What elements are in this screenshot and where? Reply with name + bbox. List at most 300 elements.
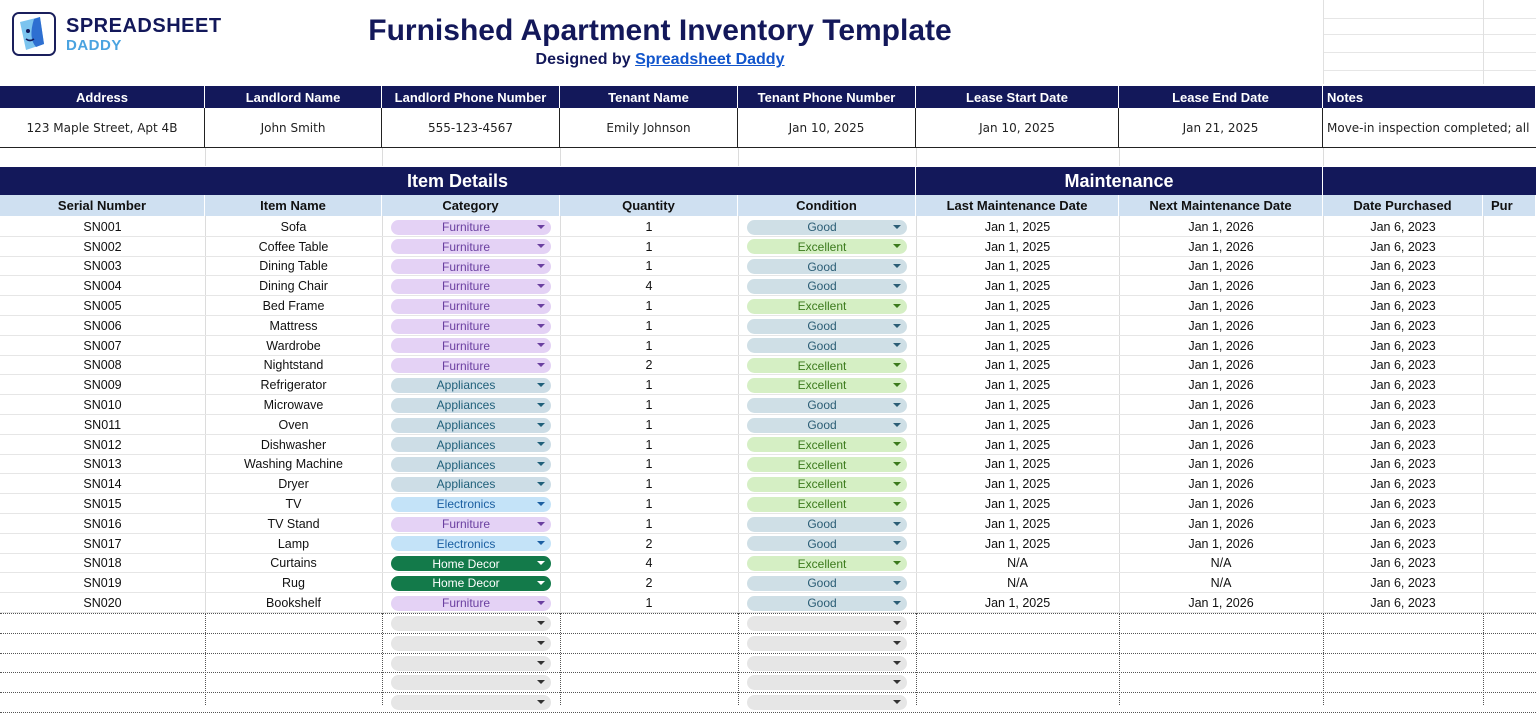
condition-dropdown[interactable] <box>747 556 907 571</box>
table-cell-serial[interactable]: SN002 <box>83 239 122 254</box>
grid-line <box>1323 70 1536 71</box>
condition-dropdown[interactable] <box>747 536 907 551</box>
empty-col-border <box>1119 613 1120 705</box>
dropdown-arrow-icon <box>537 661 545 665</box>
table-cell-name[interactable]: TV Stand <box>267 516 320 531</box>
table-cell-qty[interactable]: 1 <box>645 516 653 531</box>
category-dropdown-label: Furniture <box>441 299 491 314</box>
condition-dropdown-empty[interactable] <box>747 616 907 631</box>
condition-dropdown[interactable] <box>747 497 907 512</box>
condition-dropdown[interactable] <box>747 358 907 373</box>
column-header-0: Serial Number <box>0 195 205 216</box>
condition-dropdown-label: Good <box>807 279 837 294</box>
category-dropdown[interactable] <box>391 358 551 373</box>
table-cell-last[interactable]: Jan 1, 2025 <box>984 239 1051 254</box>
empty-row-border <box>0 692 1536 693</box>
category-dropdown[interactable] <box>391 437 551 452</box>
category-dropdown[interactable] <box>391 596 551 611</box>
condition-dropdown[interactable] <box>747 457 907 472</box>
dropdown-arrow-icon <box>893 442 901 446</box>
info-value-7[interactable]: Move-in inspection completed; all <box>1323 108 1536 148</box>
table-cell-next[interactable]: Jan 1, 2026 <box>1188 437 1254 452</box>
table-cell-last[interactable]: Jan 1, 2025 <box>984 536 1051 551</box>
category-dropdown[interactable] <box>391 239 551 254</box>
table-cell-last[interactable]: Jan 1, 2025 <box>984 516 1051 531</box>
table-cell-name[interactable]: Lamp <box>277 536 310 551</box>
table-cell-name[interactable]: Wardrobe <box>266 338 321 353</box>
category-dropdown[interactable] <box>391 497 551 512</box>
table-cell-purchased[interactable]: Jan 6, 2023 <box>1370 576 1436 591</box>
info-value-1[interactable]: John Smith <box>205 108 382 148</box>
table-cell-serial[interactable]: SN018 <box>83 556 122 571</box>
table-cell-next[interactable]: Jan 1, 2026 <box>1188 378 1254 393</box>
empty-col-border <box>205 613 206 705</box>
table-cell-purchased[interactable]: Jan 6, 2023 <box>1370 259 1436 274</box>
table-cell-last[interactable]: Jan 1, 2025 <box>984 596 1051 611</box>
table-cell-serial[interactable]: SN015 <box>83 497 122 512</box>
dropdown-arrow-icon <box>537 442 545 446</box>
table-cell-last[interactable]: Jan 1, 2025 <box>984 497 1051 512</box>
table-cell-serial[interactable]: SN004 <box>83 279 122 294</box>
condition-dropdown-empty[interactable] <box>747 675 907 690</box>
table-cell-serial[interactable]: SN007 <box>83 338 122 353</box>
table-cell-next[interactable]: Jan 1, 2026 <box>1188 497 1254 512</box>
table-cell-serial[interactable]: SN013 <box>83 457 122 472</box>
category-dropdown-label: Furniture <box>441 517 491 531</box>
condition-dropdown[interactable] <box>747 418 907 433</box>
category-dropdown[interactable] <box>391 418 551 433</box>
table-cell-qty[interactable]: 2 <box>645 576 653 591</box>
dropdown-arrow-icon <box>893 482 901 486</box>
table-cell-purchased[interactable]: Jan 6, 2023 <box>1370 299 1436 314</box>
dropdown-arrow-icon <box>537 482 545 486</box>
grid-line <box>560 148 561 166</box>
table-cell-next[interactable]: Jan 1, 2026 <box>1188 398 1254 413</box>
category-dropdown-label: Furniture <box>441 279 491 294</box>
condition-dropdown-label: Excellent <box>797 556 847 571</box>
table-cell-next[interactable]: Jan 1, 2026 <box>1188 457 1254 472</box>
table-cell-purchased[interactable]: Jan 6, 2023 <box>1370 318 1436 333</box>
condition-dropdown-label: Good <box>807 259 837 274</box>
table-cell-qty[interactable]: 1 <box>645 219 653 234</box>
category-dropdown-empty[interactable] <box>391 656 551 671</box>
dropdown-arrow-icon <box>537 502 545 506</box>
condition-dropdown[interactable] <box>747 576 907 591</box>
table-cell-purchased[interactable]: Jan 6, 2023 <box>1370 596 1436 611</box>
empty-col-border <box>1323 613 1324 705</box>
dropdown-arrow-icon <box>537 244 545 248</box>
table-cell-qty[interactable]: 4 <box>645 556 653 571</box>
table-cell-next[interactable]: Jan 1, 2026 <box>1188 239 1254 254</box>
info-header-7: Notes <box>1323 86 1536 108</box>
category-dropdown[interactable] <box>391 517 551 532</box>
table-cell-purchased[interactable]: Jan 6, 2023 <box>1370 239 1436 254</box>
table-cell-qty[interactable]: 1 <box>645 338 653 353</box>
grid-line <box>1323 52 1536 53</box>
category-dropdown[interactable] <box>391 536 551 551</box>
category-dropdown-label: Furniture <box>441 259 491 274</box>
table-cell-last[interactable]: Jan 1, 2025 <box>984 358 1051 373</box>
condition-dropdown[interactable] <box>747 279 907 294</box>
table-cell-purchased[interactable]: Jan 6, 2023 <box>1370 279 1436 294</box>
table-cell-name[interactable]: Curtains <box>270 556 317 571</box>
dropdown-arrow-icon <box>537 284 545 288</box>
category-dropdown[interactable] <box>391 338 551 353</box>
table-cell-purchased[interactable]: Jan 6, 2023 <box>1370 556 1436 571</box>
category-dropdown-label: Appliances <box>436 457 496 472</box>
table-cell-qty[interactable]: 2 <box>645 536 653 551</box>
condition-dropdown[interactable] <box>747 398 907 413</box>
dropdown-arrow-icon <box>893 581 901 585</box>
info-value-5[interactable]: Jan 10, 2025 <box>916 108 1119 148</box>
info-value-0[interactable]: 123 Maple Street, Apt 4B <box>0 108 205 148</box>
category-dropdown-empty[interactable] <box>391 616 551 631</box>
dropdown-arrow-icon <box>893 502 901 506</box>
table-cell-purchased[interactable]: Jan 6, 2023 <box>1370 497 1436 512</box>
table-cell-purchased[interactable]: Jan 6, 2023 <box>1370 398 1436 413</box>
subtitle-prefix: Designed by <box>535 51 636 68</box>
info-value-3[interactable]: Emily Johnson <box>560 108 738 148</box>
dropdown-arrow-icon <box>537 541 545 545</box>
info-header-4: Tenant Phone Number <box>738 86 916 108</box>
category-dropdown-empty[interactable] <box>391 675 551 690</box>
dropdown-arrow-icon <box>893 601 901 605</box>
table-cell-name[interactable]: Dining Table <box>259 259 328 274</box>
table-cell-purchased[interactable]: Jan 6, 2023 <box>1370 219 1436 234</box>
dropdown-arrow-icon <box>893 541 901 545</box>
dropdown-arrow-icon <box>537 264 545 268</box>
condition-dropdown-empty[interactable] <box>747 695 907 710</box>
category-dropdown-empty[interactable] <box>391 636 551 651</box>
table-cell-purchased[interactable]: Jan 6, 2023 <box>1370 437 1436 452</box>
table-cell-serial[interactable]: SN010 <box>83 398 122 413</box>
dropdown-arrow-icon <box>537 462 545 466</box>
grid-line <box>1323 0 1324 84</box>
dropdown-arrow-icon <box>893 403 901 407</box>
brand-name-line1: SPREADSHEET <box>66 15 222 37</box>
table-cell-qty[interactable]: 2 <box>645 358 653 373</box>
category-dropdown[interactable] <box>391 319 551 334</box>
category-dropdown-label: Appliances <box>436 437 496 452</box>
category-dropdown[interactable] <box>391 576 551 591</box>
column-header-5: Last Maintenance Date <box>916 195 1119 216</box>
table-cell-name[interactable]: TV <box>285 497 302 512</box>
condition-dropdown-label: Good <box>807 338 837 353</box>
table-cell-serial[interactable]: SN001 <box>83 219 122 234</box>
dropdown-arrow-icon <box>537 363 545 367</box>
empty-col-border <box>560 613 561 705</box>
dropdown-arrow-icon <box>537 700 545 704</box>
table-cell-qty[interactable]: 1 <box>645 596 653 611</box>
table-cell-next[interactable]: Jan 1, 2026 <box>1188 516 1254 531</box>
table-cell-next[interactable]: Jan 1, 2026 <box>1188 299 1254 314</box>
condition-dropdown-label: Good <box>807 576 837 591</box>
table-cell-name[interactable]: Nightstand <box>263 358 324 373</box>
condition-dropdown-empty[interactable] <box>747 636 907 651</box>
table-cell-serial[interactable]: SN003 <box>83 259 122 274</box>
table-cell-last[interactable]: Jan 1, 2025 <box>984 318 1051 333</box>
table-cell-purchased[interactable]: Jan 6, 2023 <box>1370 338 1436 353</box>
column-header-6: Next Maintenance Date <box>1119 195 1323 216</box>
table-cell-name[interactable]: Sofa <box>280 219 307 234</box>
table-cell-serial[interactable]: SN019 <box>83 576 122 591</box>
condition-dropdown[interactable] <box>747 437 907 452</box>
column-header-3: Quantity <box>560 195 738 216</box>
grid-line <box>738 148 739 166</box>
page-subtitle <box>330 51 990 69</box>
condition-dropdown-label: Good <box>807 398 837 413</box>
table-cell-purchased[interactable]: Jan 6, 2023 <box>1370 477 1436 492</box>
table-cell-name[interactable]: Bed Frame <box>262 299 325 314</box>
table-cell-next[interactable]: Jan 1, 2026 <box>1188 358 1254 373</box>
table-cell-purchased[interactable]: Jan 6, 2023 <box>1370 417 1436 432</box>
table-cell-serial[interactable]: SN011 <box>83 417 122 432</box>
category-dropdown-label: Furniture <box>441 319 491 333</box>
info-value-2[interactable]: 555-123-4567 <box>382 108 560 148</box>
table-cell-last[interactable]: Jan 1, 2025 <box>984 417 1051 432</box>
table-cell-last[interactable]: N/A <box>1007 556 1028 571</box>
empty-col-border <box>1483 613 1484 705</box>
condition-dropdown-label: Excellent <box>797 477 847 492</box>
dropdown-arrow-icon <box>537 522 545 526</box>
table-cell-name[interactable]: Coffee Table <box>258 239 329 254</box>
table-cell-next[interactable]: Jan 1, 2026 <box>1188 417 1254 432</box>
column-header-4: Condition <box>738 195 916 216</box>
dropdown-arrow-icon <box>537 581 545 585</box>
table-cell-qty[interactable]: 1 <box>645 398 653 413</box>
category-dropdown-label: Electronics <box>436 497 496 512</box>
section-blank <box>1323 167 1536 195</box>
category-dropdown[interactable] <box>391 477 551 492</box>
condition-dropdown[interactable] <box>747 319 907 334</box>
grid-line <box>1323 148 1324 166</box>
category-dropdown-empty[interactable] <box>391 695 551 710</box>
table-cell-name[interactable]: Rug <box>282 576 305 591</box>
table-cell-qty[interactable]: 4 <box>645 279 653 294</box>
table-cell-qty[interactable]: 1 <box>645 497 653 512</box>
condition-dropdown[interactable] <box>747 239 907 254</box>
dropdown-arrow-icon <box>893 680 901 684</box>
table-cell-serial[interactable]: SN006 <box>83 318 122 333</box>
category-dropdown[interactable] <box>391 378 551 393</box>
condition-dropdown[interactable] <box>747 378 907 393</box>
table-cell-purchased[interactable]: Jan 6, 2023 <box>1370 378 1436 393</box>
empty-row-border <box>0 672 1536 673</box>
table-cell-serial[interactable]: SN009 <box>83 378 122 393</box>
dropdown-arrow-icon <box>537 324 545 328</box>
table-cell-next[interactable]: Jan 1, 2026 <box>1188 596 1254 611</box>
table-cell-next[interactable]: Jan 1, 2026 <box>1188 536 1254 551</box>
table-cell-next[interactable]: N/A <box>1210 556 1232 571</box>
designer-link[interactable]: Spreadsheet Daddy <box>635 51 785 68</box>
empty-row-border <box>0 613 1536 614</box>
condition-dropdown[interactable] <box>747 338 907 353</box>
empty-col-border <box>382 613 383 705</box>
condition-dropdown-label: Good <box>807 319 837 333</box>
table-cell-serial[interactable]: SN016 <box>83 516 122 531</box>
table-cell-qty[interactable]: 1 <box>645 457 653 472</box>
info-header-5: Lease Start Date <box>916 86 1119 108</box>
category-dropdown[interactable] <box>391 457 551 472</box>
table-cell-purchased[interactable]: Jan 6, 2023 <box>1370 516 1436 531</box>
info-value-6[interactable]: Jan 21, 2025 <box>1119 108 1323 148</box>
table-cell-last[interactable]: Jan 1, 2025 <box>984 457 1051 472</box>
dropdown-arrow-icon <box>893 561 901 565</box>
dropdown-arrow-icon <box>893 700 901 704</box>
table-cell-last[interactable]: Jan 1, 2025 <box>984 398 1051 413</box>
grid-line <box>1323 34 1536 35</box>
grid-line <box>382 148 383 166</box>
table-cell-last[interactable]: Jan 1, 2025 <box>984 378 1051 393</box>
table-cell-name[interactable]: Bookshelf <box>266 596 321 611</box>
table-cell-qty[interactable]: 1 <box>645 239 653 254</box>
condition-dropdown-label: Excellent <box>797 358 847 373</box>
dropdown-arrow-icon <box>893 363 901 367</box>
table-cell-next[interactable]: Jan 1, 2026 <box>1188 279 1254 294</box>
info-value-4[interactable]: Jan 10, 2025 <box>738 108 916 148</box>
category-dropdown-label: Appliances <box>436 378 496 393</box>
dropdown-arrow-icon <box>893 324 901 328</box>
table-cell-next[interactable]: Jan 1, 2026 <box>1188 338 1254 353</box>
table-cell-serial[interactable]: SN014 <box>83 477 122 492</box>
category-dropdown-label: Furniture <box>441 358 491 373</box>
table-cell-qty[interactable]: 1 <box>645 318 653 333</box>
table-cell-serial[interactable]: SN012 <box>83 437 122 452</box>
table-cell-last[interactable]: N/A <box>1007 576 1028 591</box>
page-title: Furnished Apartment Inventory Template <box>368 14 952 47</box>
table-cell-last[interactable]: Jan 1, 2025 <box>984 437 1051 452</box>
brand-name-line2: DADDY <box>66 37 122 54</box>
table-cell-qty[interactable]: 1 <box>645 417 653 432</box>
table-cell-next[interactable]: Jan 1, 2026 <box>1188 219 1254 234</box>
category-dropdown[interactable] <box>391 259 551 274</box>
table-cell-name[interactable]: Washing Machine <box>244 457 343 472</box>
info-header-0: Address <box>0 86 205 108</box>
grid-line <box>1119 148 1120 166</box>
dropdown-arrow-icon <box>893 383 901 387</box>
table-cell-last[interactable]: Jan 1, 2025 <box>984 219 1051 234</box>
table-cell-serial[interactable]: SN017 <box>83 536 122 551</box>
table-cell-name[interactable]: Dryer <box>278 477 309 492</box>
table-cell-name[interactable]: Dishwasher <box>260 437 327 452</box>
condition-dropdown[interactable] <box>747 517 907 532</box>
info-header-2: Landlord Phone Number <box>382 86 560 108</box>
dropdown-arrow-icon <box>537 304 545 308</box>
info-header-3: Tenant Name <box>560 86 738 108</box>
table-cell-qty[interactable]: 1 <box>645 477 653 492</box>
column-header-8: Pur <box>1483 195 1536 216</box>
dropdown-arrow-icon <box>537 403 545 407</box>
dropdown-arrow-icon <box>893 225 901 229</box>
table-cell-name[interactable]: Oven <box>278 417 309 432</box>
info-header-1: Landlord Name <box>205 86 382 108</box>
spreadsheet-daddy-logo <box>12 12 56 56</box>
condition-dropdown-label: Good <box>807 596 837 611</box>
table-cell-purchased[interactable]: Jan 6, 2023 <box>1370 358 1436 373</box>
category-dropdown-label: Furniture <box>441 596 491 611</box>
table-cell-next[interactable]: Jan 1, 2026 <box>1188 318 1254 333</box>
table-cell-last[interactable]: Jan 1, 2025 <box>984 477 1051 492</box>
condition-dropdown-label: Excellent <box>797 299 847 314</box>
table-cell-next[interactable]: Jan 1, 2026 <box>1188 477 1254 492</box>
condition-dropdown[interactable] <box>747 220 907 235</box>
grid-line <box>1323 18 1536 19</box>
section-maintenance: Maintenance <box>916 167 1323 195</box>
dropdown-arrow-icon <box>537 561 545 565</box>
category-dropdown-label: Electronics <box>436 536 496 551</box>
dropdown-arrow-icon <box>537 601 545 605</box>
table-cell-last[interactable]: Jan 1, 2025 <box>984 279 1051 294</box>
category-dropdown[interactable] <box>391 398 551 413</box>
dropdown-arrow-icon <box>893 621 901 625</box>
table-cell-qty[interactable]: 1 <box>645 299 653 314</box>
category-dropdown-label: Home Decor <box>432 576 500 591</box>
condition-dropdown[interactable] <box>747 259 907 274</box>
table-cell-serial[interactable]: SN020 <box>83 596 122 611</box>
category-dropdown-label: Appliances <box>436 418 496 432</box>
category-dropdown-label: Appliances <box>436 477 496 492</box>
table-cell-next[interactable]: N/A <box>1210 576 1232 591</box>
grid-line <box>1483 0 1484 84</box>
condition-dropdown-label: Excellent <box>797 437 847 452</box>
table-cell-last[interactable]: Jan 1, 2025 <box>984 259 1051 274</box>
category-dropdown[interactable] <box>391 220 551 235</box>
dropdown-arrow-icon <box>537 343 545 347</box>
dropdown-arrow-icon <box>537 225 545 229</box>
table-cell-qty[interactable]: 1 <box>645 259 653 274</box>
table-cell-name[interactable]: Dining Chair <box>259 279 328 294</box>
table-cell-last[interactable]: Jan 1, 2025 <box>984 338 1051 353</box>
category-dropdown[interactable] <box>391 556 551 571</box>
dropdown-arrow-icon <box>537 383 545 387</box>
category-dropdown-label: Furniture <box>441 239 491 254</box>
table-cell-serial[interactable]: SN008 <box>83 358 122 373</box>
dropdown-arrow-icon <box>893 304 901 308</box>
column-header-7: Date Purchased <box>1323 195 1483 216</box>
category-dropdown-label: Home Decor <box>432 556 500 571</box>
category-dropdown[interactable] <box>391 279 551 294</box>
table-cell-name[interactable]: Mattress <box>269 318 318 333</box>
table-cell-serial[interactable]: SN005 <box>83 299 122 314</box>
condition-dropdown-label: Good <box>807 517 837 531</box>
condition-dropdown[interactable] <box>747 299 907 314</box>
condition-dropdown-label: Good <box>807 536 837 551</box>
table-cell-purchased[interactable]: Jan 6, 2023 <box>1370 536 1436 551</box>
info-header-6: Lease End Date <box>1119 86 1323 108</box>
table-cell-purchased[interactable]: Jan 6, 2023 <box>1370 457 1436 472</box>
table-cell-next[interactable]: Jan 1, 2026 <box>1188 259 1254 274</box>
condition-dropdown-empty[interactable] <box>747 656 907 671</box>
dropdown-arrow-icon <box>893 462 901 466</box>
condition-dropdown[interactable] <box>747 596 907 611</box>
dropdown-arrow-icon <box>893 343 901 347</box>
condition-dropdown-label: Good <box>807 220 837 234</box>
table-cell-qty[interactable]: 1 <box>645 437 653 452</box>
category-dropdown-label: Appliances <box>436 398 496 413</box>
condition-dropdown[interactable] <box>747 477 907 492</box>
table-cell-name[interactable]: Microwave <box>263 398 324 413</box>
grid-line <box>916 148 917 166</box>
dropdown-arrow-icon <box>893 641 901 645</box>
category-dropdown[interactable] <box>391 299 551 314</box>
table-cell-name[interactable]: Refrigerator <box>260 378 327 393</box>
empty-col-border <box>738 613 739 705</box>
table-cell-last[interactable]: Jan 1, 2025 <box>984 299 1051 314</box>
table-cell-qty[interactable]: 1 <box>645 378 653 393</box>
condition-dropdown-label: Excellent <box>797 239 847 254</box>
dropdown-arrow-icon <box>893 661 901 665</box>
dropdown-arrow-icon <box>537 423 545 427</box>
